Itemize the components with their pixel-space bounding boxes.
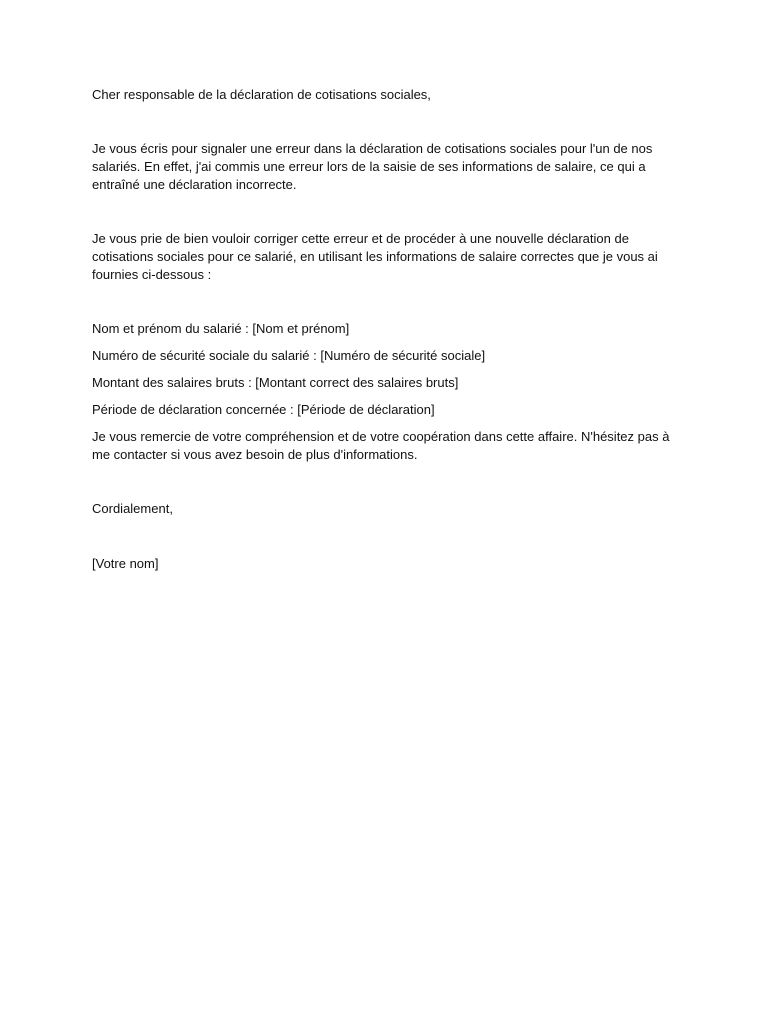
field-employee-name: Nom et prénom du salarié : [Nom et prénom] — [92, 321, 350, 336]
letter-body — [92, 86, 682, 573]
field-gross-salary: Montant des salaires bruts : [Montant correct des salaires bruts] — [92, 375, 459, 390]
field-social-security-number: Numéro de sécurité sociale du salarié : [Numéro de sécurité sociale] — [92, 348, 486, 363]
letter-signoff: Cordialement, — [92, 501, 173, 516]
letter-signature: [Votre nom] — [92, 556, 159, 571]
letter-paragraph-2: Je vous prie de bien vouloir corriger cette erreur et de procéder à une nouvelle déclaration de cotisations sociales pour ce salarié, en utilisant les informations de salaire correctes que je vous ai fournies ci-dessous : — [92, 231, 658, 282]
field-declaration-period: Période de déclaration concernée : [Période de déclaration] — [92, 402, 435, 417]
letter-paragraph-1: Je vous écris pour signaler une erreur dans la déclaration de cotisations sociales pour l'un de nos salariés. En effet, j'ai commis une erreur lors de la saisie de ses informations de salaire, ce qui a entraîné une déclaration incorrecte. — [92, 141, 653, 192]
letter-paragraph-3: Je vous remercie de votre compréhension et de votre coopération dans cette affaire. N'hésitez pas à me contacter si vous avez besoin de plus d'informations. — [92, 429, 670, 462]
letter-greeting: Cher responsable de la déclaration de cotisations sociales, — [92, 87, 431, 102]
